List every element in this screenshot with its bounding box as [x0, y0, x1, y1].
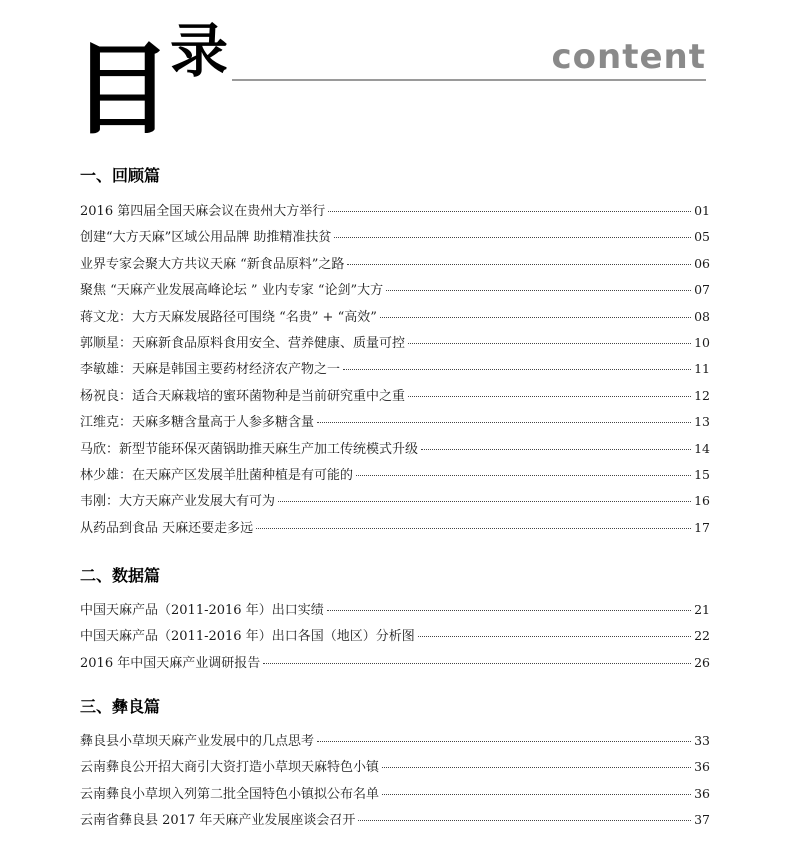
toc-entry-title: 从药品到食品 天麻还要走多远 — [80, 520, 254, 536]
toc-entry[interactable] — [80, 308, 710, 334]
leader-dots — [382, 767, 691, 768]
toc-entry[interactable] — [80, 281, 710, 307]
toc-entry-page: 17 — [694, 519, 710, 535]
leader-dots — [343, 369, 691, 370]
toc-entry-title: 江维克：天麻多糖含量高于人参多糖含量 — [80, 415, 315, 431]
toc-entry[interactable] — [80, 413, 710, 439]
toc-entry-page: 26 — [694, 654, 710, 670]
toc-entry-title: 云南彝良公开招大商引大资打造小草坝天麻特色小镇 — [80, 760, 380, 776]
toc-entry-page: 01 — [694, 203, 710, 218]
toc-entry[interactable] — [80, 785, 710, 811]
toc-entry-page: 33 — [694, 733, 710, 748]
toc-entry-page: 06 — [694, 255, 710, 271]
leader-dots — [263, 663, 691, 664]
toc-title-char-2: 录 — [170, 17, 229, 85]
toc-entry[interactable] — [80, 360, 710, 386]
leader-dots — [328, 211, 691, 212]
section-title-yiliang: 三、彝良篇 — [80, 697, 161, 716]
leader-dots — [380, 317, 691, 318]
toc-entry-page: 37 — [694, 812, 710, 828]
section-yiliang-entries — [80, 732, 710, 838]
toc-entry[interactable] — [80, 732, 710, 758]
toc-header — [0, 0, 790, 150]
toc-title-char-1: 目 — [72, 31, 172, 148]
toc-entry[interactable] — [80, 387, 710, 413]
toc-entry-page: 05 — [694, 229, 710, 245]
toc-entry-page: 36 — [694, 759, 710, 775]
toc-subtitle: content — [551, 37, 706, 77]
toc-entry[interactable] — [80, 811, 710, 837]
toc-entry-title: 李敏雄：天麻是韩国主要药材经济农产物之一 — [80, 362, 341, 378]
toc-entry-title: 2016 第四届全国天麻会议在贵州大方举行 — [80, 204, 326, 219]
toc-entry-title: 云南省彝良县 2017 年天麻产业发展座谈会召开 — [80, 813, 356, 829]
toc-entry-page: 07 — [694, 282, 710, 298]
leader-dots — [256, 528, 691, 529]
toc-entry-page: 16 — [694, 493, 710, 509]
toc-entry-title: 2016 年中国天麻产业调研报告 — [80, 655, 261, 671]
toc-entry-title: 创建“大方天麻”区域公用品牌 助推精准扶贫 — [80, 230, 332, 246]
toc-entry-title: 林少雄：在天麻产区发展羊肚菌种植是有可能的 — [80, 467, 354, 483]
toc-entry[interactable] — [80, 492, 710, 518]
leader-dots — [317, 422, 691, 423]
toc-entry[interactable] — [80, 519, 710, 545]
section-title-review: 一、回顾篇 — [80, 166, 161, 185]
leader-dots — [382, 794, 691, 795]
toc-entry[interactable] — [80, 601, 710, 627]
section-title-data: 二、数据篇 — [80, 566, 161, 585]
toc-entry-page: 12 — [694, 387, 710, 403]
toc-entry-page: 14 — [694, 440, 710, 456]
toc-entry[interactable] — [80, 466, 710, 492]
header-rule — [232, 79, 706, 81]
toc-entry-title: 彝良县小草坝天麻产业发展中的几点思考 — [80, 734, 315, 749]
leader-dots — [278, 501, 691, 502]
toc-entry-title: 聚焦 “天麻产业发展高峰论坛 ” 业内专家 “论剑”大方 — [80, 283, 384, 299]
leader-dots — [317, 741, 691, 742]
toc-entry-page: 08 — [694, 308, 710, 324]
toc-entry-page: 13 — [694, 414, 710, 430]
toc-entry-title: 韦刚：大方天麻产业发展大有可为 — [80, 494, 276, 510]
toc-entry[interactable] — [80, 334, 710, 360]
toc-entry[interactable] — [80, 654, 710, 680]
toc-entry-page: 10 — [694, 334, 710, 350]
toc-entry-page: 36 — [694, 785, 710, 801]
section-data-entries — [80, 601, 710, 680]
toc-entry-title: 马欣：新型节能环保灭菌锅助推天麻生产加工传统模式升级 — [80, 441, 419, 457]
toc-entry-title: 蒋文龙：大方天麻发展路径可围绕 “名贵” + “高效” — [80, 309, 377, 325]
section-review-entries — [80, 202, 710, 545]
leader-dots — [408, 396, 691, 397]
leader-dots — [421, 449, 691, 450]
leader-dots — [418, 636, 691, 637]
leader-dots — [386, 290, 691, 291]
leader-dots — [358, 820, 691, 821]
leader-dots — [356, 475, 691, 476]
toc-entry-title: 中国天麻产品（2011-2016 年）出口实绩 — [80, 603, 324, 618]
toc-entry[interactable] — [80, 627, 710, 653]
leader-dots — [327, 610, 691, 611]
toc-entry-title: 业界专家会聚大方共议天麻 “新食品原料”之路 — [80, 256, 345, 272]
toc-entry[interactable] — [80, 228, 710, 254]
toc-entry[interactable] — [80, 202, 710, 228]
toc-entry-page: 21 — [694, 602, 710, 617]
toc-entry-page: 22 — [694, 628, 710, 644]
toc-entry-title: 郭顺星：天麻新食品原料食用安全、营养健康、质量可控 — [80, 335, 406, 351]
toc-entry[interactable] — [80, 758, 710, 784]
toc-entry-title: 云南彝良小草坝入列第二批全国特色小镇拟公布名单 — [80, 786, 380, 802]
toc-entry-page: 15 — [694, 466, 710, 482]
toc-entry[interactable] — [80, 440, 710, 466]
leader-dots — [408, 343, 691, 344]
leader-dots — [334, 237, 691, 238]
toc-entry-page: 11 — [694, 361, 710, 377]
toc-entry-title: 杨祝良：适合天麻栽培的蜜环菌物种是当前研究重中之重 — [80, 388, 406, 404]
leader-dots — [347, 264, 691, 265]
toc-entry[interactable] — [80, 255, 710, 281]
toc-entry-title: 中国天麻产品（2011-2016 年）出口各国（地区）分析图 — [80, 629, 415, 645]
